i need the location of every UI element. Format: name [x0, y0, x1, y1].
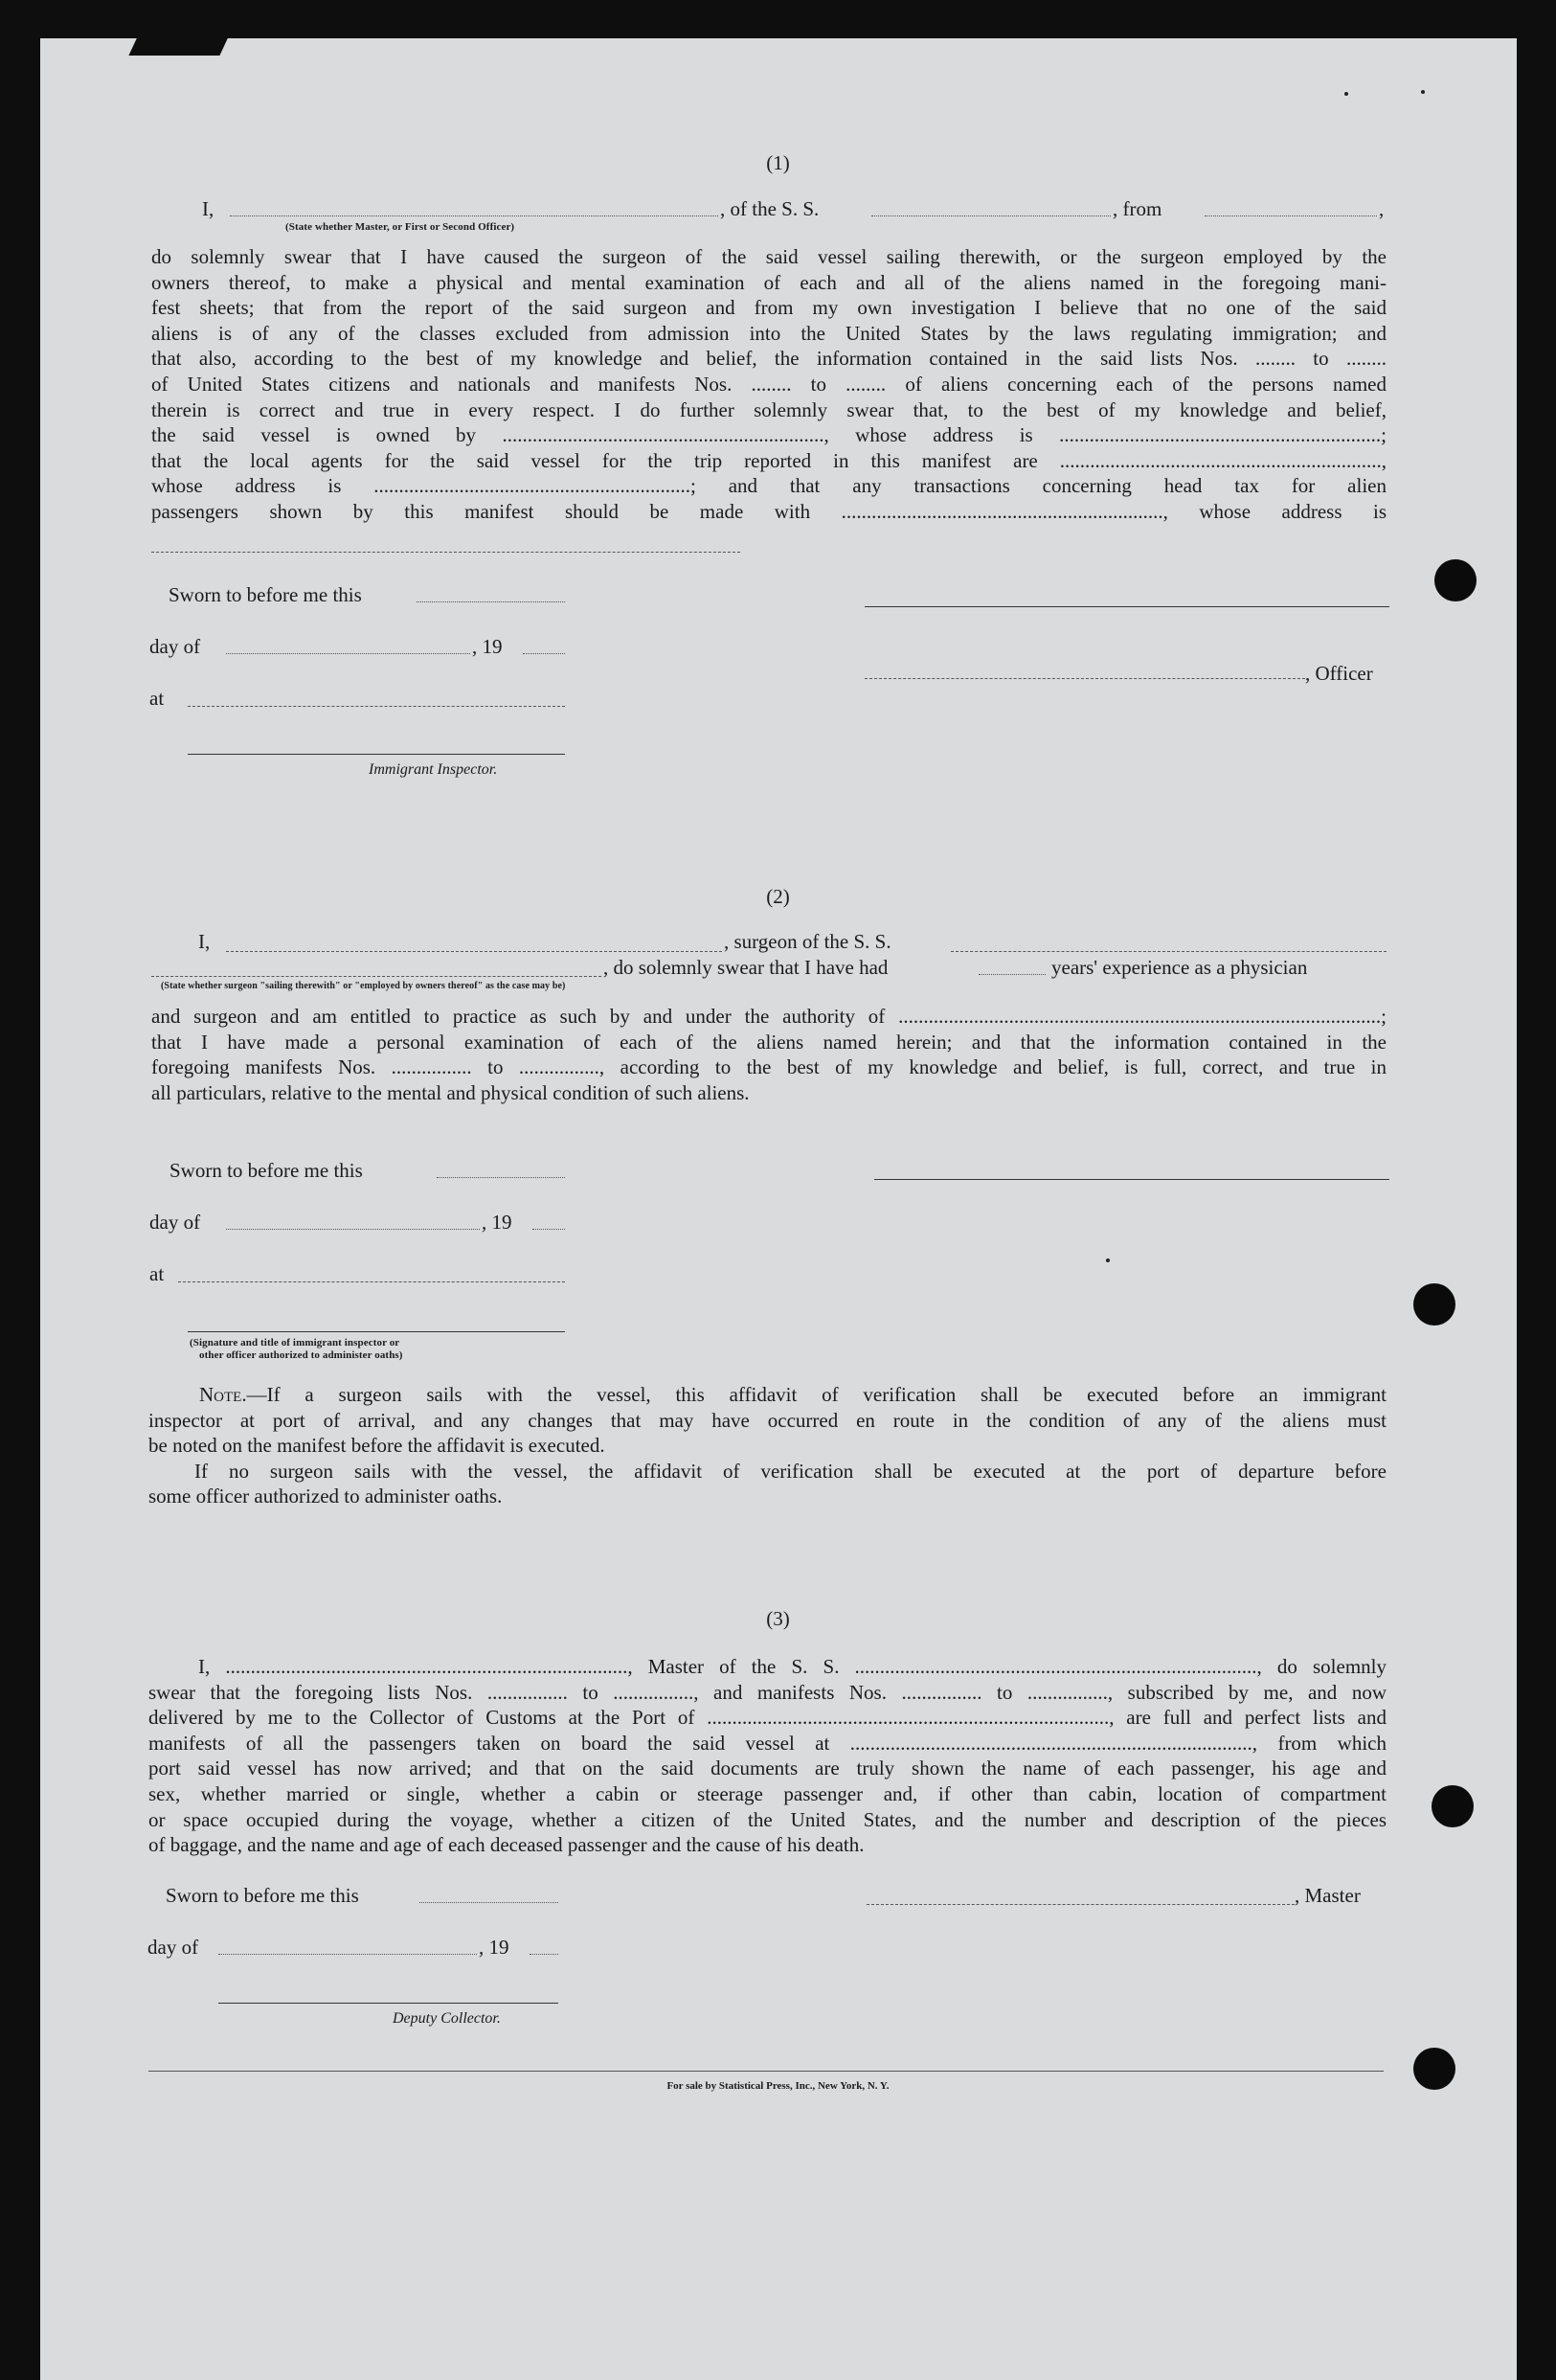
- s1-body-line: of United States citizens and nationals and manifests Nos. ........ to ........ of aliens concerning each of the persons named: [151, 372, 1387, 396]
- surgeon-status-field[interactable]: [151, 975, 601, 977]
- name-field[interactable]: [230, 201, 718, 216]
- footer-rule: [148, 2071, 1384, 2072]
- s1-body-line: passengers shown by this manifest should be made with ................................................................, whose address is: [151, 499, 1387, 523]
- s1-line-i: I,: [202, 197, 214, 220]
- s3-month-field[interactable]: [218, 1939, 477, 1955]
- s3-body-line: sex, whether married or single, whether a cabin or steerage passenger and, if other than cabin, location of compartment: [148, 1781, 1387, 1805]
- address-continuation-line[interactable]: [151, 551, 740, 553]
- note-line-1: [148, 1382, 1387, 1408]
- s3-day-of-label: day of: [147, 1936, 199, 1959]
- s2-state-note: (State whether surgeon "sailing therewith" or "employed by owners thereof" as the case may be): [161, 981, 566, 991]
- speck: [1106, 1258, 1110, 1262]
- punch-hole: [1432, 1785, 1474, 1827]
- s3-body-line: delivered by me to the Collector of Customs at the Port of ................................................................................, are full and perfect lists and: [148, 1706, 1387, 1730]
- s2-sig-caption-2: other officer authorized to administer oaths): [199, 1349, 403, 1361]
- s1-body: [151, 244, 1387, 525]
- s1-body-line: that also, according to the best of my knowledge and belief, the information contained in the said lists Nos. ........ to ........: [151, 347, 1387, 371]
- s2-place-field[interactable]: [178, 1281, 565, 1282]
- s3-master-label: , Master: [1295, 1884, 1361, 1907]
- s3-body-line: or space occupied during the voyage, whether a citizen of the United States, and the number and description of the pieces: [148, 1807, 1387, 1831]
- s1-body-line: therein is correct and true in every respect. I do further solemnly swear that, to the best of my knowledge and belief,: [151, 397, 1387, 421]
- s1-of-ss: , of the S. S.: [720, 197, 820, 220]
- from-port-field[interactable]: [1205, 201, 1377, 216]
- s1-officer-line[interactable]: [865, 677, 1305, 679]
- note-line: If no surgeon sails with the vessel, the affidavit of verification shall be executed at the port of departure before: [194, 1459, 1387, 1483]
- s2-ship-name-field[interactable]: [951, 950, 1387, 952]
- s1-from: , from: [1113, 197, 1162, 220]
- s3-year-label: , 19: [479, 1936, 509, 1959]
- note-text: —If a surgeon sails with the vessel, this affidavit of verification shall be executed before an immigrant: [246, 1383, 1387, 1406]
- s3-body-line: port said vessel has now arrived; and that on the said documents are truly shown the name of each passenger, his age and: [148, 1757, 1387, 1780]
- s3-collector-signature-line[interactable]: [218, 2002, 558, 2004]
- s3-body: [148, 1654, 1387, 1858]
- s2-year-field[interactable]: [532, 1214, 565, 1230]
- s1-body-line: aliens is of any of the classes excluded from admission into the United States by the laws regulating immigration; and: [151, 321, 1387, 345]
- note-label: Note.: [199, 1383, 247, 1406]
- note-line: be noted on the manifest before the affidavit is executed.: [148, 1434, 605, 1457]
- s1-body-line: the said vessel is owned by ................................................................, whose address is ................................................................;: [151, 423, 1387, 447]
- s2-year-label: , 19: [482, 1211, 512, 1234]
- s1-comma: ,: [1379, 197, 1385, 220]
- paper-corner-tab: [128, 33, 230, 56]
- s3-sworn-day-field[interactable]: [419, 1888, 558, 1903]
- s1-state-note: (State whether Master, or First or Second Officer): [285, 221, 515, 233]
- punch-hole: [1413, 1283, 1455, 1326]
- s1-inspector-signature-line[interactable]: [188, 753, 565, 755]
- s2-body: [151, 1004, 1387, 1105]
- s1-officer-label: , Officer: [1305, 662, 1373, 685]
- s2-body-line: all particulars, relative to the mental and physical condition of such aliens.: [151, 1080, 750, 1104]
- s1-month-field[interactable]: [226, 639, 470, 654]
- s2-body-line: foregoing manifests Nos. ................ to ................, according to the best of my knowledge and belief, is full, correct, and true in: [151, 1055, 1387, 1079]
- section-3-number: (3): [766, 1607, 790, 1630]
- s2-body-line: that I have made a personal examination of each of the aliens named herein; and that the information contained in the: [151, 1030, 1387, 1054]
- s1-day-of-label: day of: [149, 635, 201, 658]
- ship-name-field[interactable]: [871, 201, 1111, 216]
- s3-master-signature-line[interactable]: [867, 1903, 1295, 1905]
- s1-body-line: fest sheets; that from the report of the said surgeon and from my own investigation I believe that no one of the said: [151, 296, 1387, 320]
- surgeon-name-field[interactable]: [226, 950, 722, 952]
- s3-collector-caption: Deputy Collector.: [393, 2010, 501, 2027]
- s2-sworn-day-field[interactable]: [437, 1163, 565, 1178]
- s3-sworn-label: Sworn to before me this: [166, 1884, 359, 1907]
- s1-body-line: that the local agents for the said vessel for the trip reported in this manifest are ................................................................,: [151, 448, 1387, 472]
- s2-sig-caption-1: (Signature and title of immigrant inspector or: [190, 1337, 400, 1349]
- years-experience-field[interactable]: [979, 960, 1046, 975]
- s2-sworn-label: Sworn to before me this: [169, 1159, 363, 1182]
- s2-month-field[interactable]: [226, 1214, 480, 1230]
- s3-year-field[interactable]: [530, 1939, 558, 1955]
- s1-inspector-caption: Immigrant Inspector.: [369, 761, 498, 778]
- s3-body-line: of baggage, and the name and age of each deceased passenger and the cause of his death.: [148, 1833, 865, 1857]
- s2-signature-line[interactable]: [874, 1178, 1389, 1180]
- s1-sworn-day-field[interactable]: [417, 587, 565, 602]
- note-line: some officer authorized to administer oaths.: [148, 1485, 503, 1507]
- s3-body-line: manifests of all the passengers taken on board the said vessel at ................................................................................, from which: [148, 1731, 1387, 1755]
- s1-year-label: , 19: [472, 635, 503, 658]
- s2-at-label: at: [149, 1262, 165, 1285]
- punch-hole: [1434, 559, 1477, 601]
- s1-year-field[interactable]: [523, 639, 565, 654]
- verification-note: [148, 1382, 1387, 1509]
- s2-body-line: and surgeon and am entitled to practice as such by and under the authority of ................................................................................................;: [151, 1005, 1387, 1028]
- s1-signature-line[interactable]: [865, 605, 1389, 607]
- s1-body-line: do solemnly swear that I have caused the surgeon of the said vessel sailing therewith, or the surgeon employed by the: [151, 245, 1387, 268]
- s2-line-i: I,: [198, 930, 211, 953]
- s2-inspector-signature-line[interactable]: [188, 1330, 565, 1332]
- s2-line2-b: years' experience as a physician: [1051, 956, 1308, 979]
- s1-place-field[interactable]: [188, 705, 565, 707]
- speck: [1421, 90, 1425, 94]
- s2-surgeon-of: , surgeon of the S. S.: [724, 930, 891, 953]
- s1-at-label: at: [149, 687, 165, 710]
- s1-body-line: owners thereof, to make a physical and mental examination of each and all of the aliens named in the foregoing mani-: [151, 270, 1387, 294]
- s1-sworn-label: Sworn to before me this: [169, 583, 362, 606]
- s2-day-of-label: day of: [149, 1211, 201, 1234]
- s3-body-line: swear that the foregoing lists Nos. ................ to ................, and manifests Nos. ................ to ................, subscribed by me, and now: [148, 1680, 1387, 1704]
- s2-line2-a: , do solemnly swear that I have had: [603, 956, 889, 979]
- section-1-number: (1): [766, 151, 790, 174]
- note-line: inspector at port of arrival, and any changes that may have occurred en route in the condition of any of the aliens must: [148, 1408, 1387, 1432]
- s1-body-line: whose address is ...............................................................; and that any transactions concerning head tax for alien: [151, 474, 1387, 498]
- speck: [1344, 92, 1348, 96]
- section-2-number: (2): [766, 885, 790, 908]
- printer-footer: For sale by Statistical Press, Inc., New York, N. Y.: [666, 2080, 890, 2092]
- s3-body-line: I, ................................................................................, Master of the S. S. ................................................................................, do solemnly: [198, 1655, 1387, 1678]
